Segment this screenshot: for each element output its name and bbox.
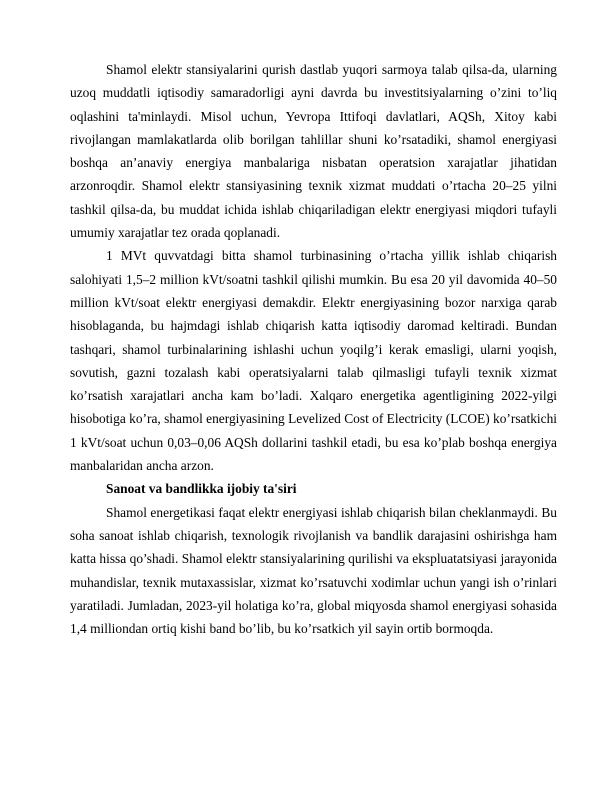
paragraph-employment: Shamol energetikasi faqat elektr energiyasi ishlab chiqarish bilan cheklanmaydi. Bu soha sanoat ishlab chiqarish, texnologik rivojlanish va bandlik darajasini oshirishga ham katta hissa qo’shadi. Shamol elektr stansiyalarining qurilishi va ekspluatatsiyasi jarayonida muhandislar, texnik mutaxassislar, xizmat ko’rsatuvchi xodimlar uchun yangi ish o’rinlari yaratiladi. Jumladan, 2023-yil holatiga ko’ra, global miqyosda shamol energiyasi sohasida 1,4 milliondan ortiq kishi band bo’lib, bu ko’rsatkich yil sayin ortib bormoqda. bbox=[70, 504, 557, 637]
paragraph-turbine-output: 1 MVt quvvatdagi bitta shamol turbinasining o’rtacha yillik ishlab chiqarish salohiyati 1,5–2 million kVt/soatni tashkil qilishi mumkin. Bu esa 20 yil davomida 40–50 million kVt/soat elektr energiyasi demakdir. Elektr energiyasining bozor narxiga qarab hisoblaganda, bu hajmdagi ishlab chiqarish katta iqtisodiy daromad keltiradi. Bundan tashqari, shamol turbinalarining ishlashi uchun yoqilg’i kerak emasligi, ularni yoqish, sovutish, gazni tozalash kabi operatsiyalarni talab qilmasligi tufayli texnik xizmat ko’rsatish xarajatlari ancha kam bo’ladi. Xalqaro energetika agentligining 2022-yilgi hisobotiga ko’ra, shamol energiyasining Levelized Cost of Electricity (LCOE) ko’rsatkichi 1 kVt/soat uchun 0,03–0,06 AQSh dollarini tashkil etadi, bu esa ko’plab boshqa energiya manbalaridan ancha arzon. bbox=[70, 248, 557, 474]
section-heading: Sanoat va bandlikka ijobiy ta'siri bbox=[106, 481, 297, 497]
paragraph-investment: Shamol elektr stansiyalarini qurish dastlab yuqori sarmoya talab qilsa-da, ularning uzoq muddatli iqtisodiy samaradorligi ayni davrda bu investitsiyalarning o’zini to’liq oqlashini ta'minlaydi. Misol uchun, Yevropa Ittifoqi davlatlari, AQSh, Xitoy kabi rivojlangan mamlakatlarda olib borilgan tahlillar shuni ko’rsatadiki, shamol energiyasi boshqa an’anaviy energiya manbalariga nisbatan operatsion xarajatlar jihatidan arzonroqdir. Shamol elektr stansiyasining texnik xizmat muddati o’rtacha 20–25 yilni tashkil qilsa-da, bu muddat ichida ishlab chiqariladigan elektr energiyasi miqdori tufayli umumiy xarajatlar tez orada qoplanadi. bbox=[70, 62, 557, 241]
document-page bbox=[70, 58, 557, 640]
